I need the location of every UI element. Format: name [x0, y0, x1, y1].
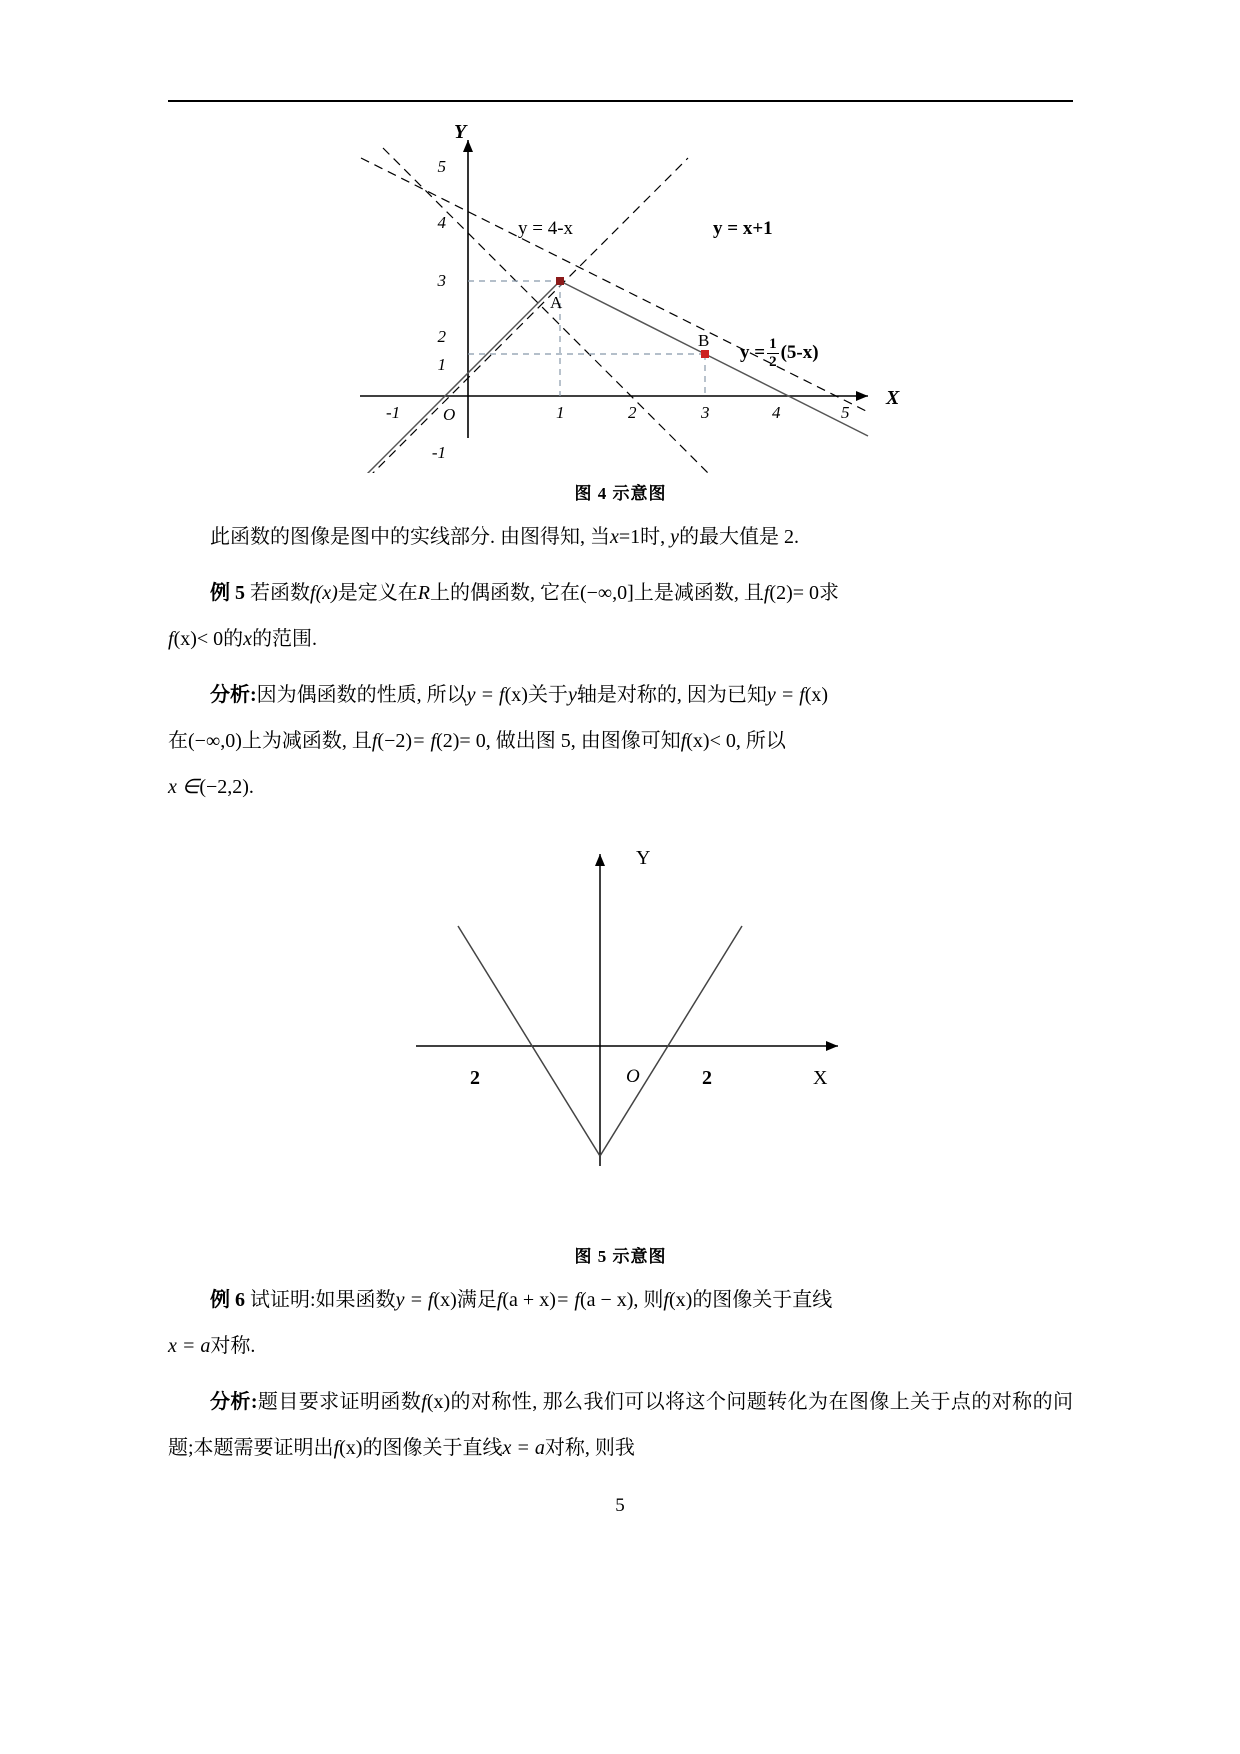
math-arg: (2): [769, 582, 793, 604]
math-x: x: [243, 628, 253, 650]
math-x: x: [610, 526, 619, 548]
math-interval-open: (−∞,0): [188, 730, 242, 752]
math-f: f: [168, 628, 174, 650]
paragraph-example-5: [168, 570, 1073, 662]
figure-4-label-line3-suffix: (5-x): [780, 342, 819, 363]
text-segment: , 则: [633, 1289, 664, 1311]
math-arg-plus: (a + x): [502, 1289, 556, 1311]
text-segment: 上是减函数, 且: [633, 582, 764, 604]
svg-text:2: 2: [470, 1067, 480, 1089]
figure-5-graph: [168, 836, 1073, 1236]
text-segment: 轴是对称的, 因为已知: [576, 684, 767, 706]
math-x-equals-a: x = a: [502, 1437, 545, 1459]
figure-4-label-line1: y = 4-x: [518, 218, 574, 239]
math-R: R: [417, 582, 430, 604]
example-6-label: 例 6: [210, 1289, 245, 1311]
math-arg-minus: (a − x): [579, 1289, 634, 1311]
figure-4-caption: 图 4 示意图: [574, 484, 667, 503]
figure-4-graph: [168, 118, 1073, 473]
text-segment: 时,: [640, 526, 666, 548]
math-f: f: [421, 1391, 427, 1413]
math-x-in: x ∈: [168, 776, 200, 798]
fraction-denominator: 2: [769, 353, 777, 370]
text-segment: , 做出图 5, 由图像可知: [485, 730, 681, 752]
svg-text:3: 3: [701, 403, 710, 422]
paragraph-analysis-5: [168, 672, 1073, 810]
math-f: f: [680, 730, 687, 752]
svg-text:-1: -1: [386, 403, 401, 422]
math-y-equals-f: y = f: [766, 684, 805, 706]
math-arg: (x): [804, 684, 829, 706]
math-arg: (x): [433, 1289, 457, 1311]
text-segment: 求: [819, 582, 840, 604]
math-eq-zero: = 0: [792, 582, 820, 604]
text-segment: 的图像关于直线: [692, 1289, 833, 1311]
svg-text:O: O: [626, 1066, 640, 1087]
fraction-numerator: 1: [769, 336, 777, 352]
example-5-label: 例 5: [210, 582, 245, 604]
svg-text:5: 5: [841, 403, 850, 422]
page-number: 5: [615, 1495, 625, 1516]
text-segment: 在: [168, 730, 188, 752]
text-segment: 的最大值是 2.: [679, 526, 800, 548]
math-f: f: [496, 1289, 503, 1311]
math-arg: (−2): [377, 730, 413, 752]
svg-text:Y: Y: [636, 847, 651, 869]
math-lt-zero: < 0: [196, 628, 224, 650]
svg-text:3: 3: [437, 271, 446, 290]
figure-4: [168, 118, 1073, 473]
figure-5: [168, 836, 1073, 1236]
svg-text:Y: Y: [454, 121, 467, 143]
text-segment: 因为偶函数的性质, 所以: [256, 684, 467, 706]
math-eq-zero: = 0: [459, 730, 486, 752]
math-equals-f: = f: [555, 1289, 580, 1311]
text-segment: 上的偶函数, 它在: [429, 582, 580, 604]
text-segment: .: [248, 776, 254, 798]
math-eq: =: [618, 526, 631, 548]
math-equals-f: = f: [412, 730, 437, 752]
text-segment: 此函数的图像是图中的实线部分. 由图得知, 当: [210, 526, 610, 548]
text-segment: 的: [223, 628, 244, 650]
paragraph-conclusion: [168, 514, 1073, 560]
header-rule: [168, 100, 1073, 102]
math-f: f: [763, 582, 770, 604]
text-segment: 试证明:如果函数: [250, 1289, 396, 1311]
svg-text:1: 1: [556, 403, 565, 422]
math-lt-zero: < 0: [709, 730, 736, 752]
svg-text:1: 1: [437, 355, 446, 374]
figure-5-caption: 图 5 示意图: [574, 1247, 667, 1266]
svg-text:B: B: [698, 331, 710, 350]
math-arg: (x): [686, 730, 710, 752]
text-segment: 的范围.: [252, 628, 318, 650]
text-segment: 若函数: [250, 582, 310, 604]
math-interval-result: (−2,2): [199, 776, 249, 798]
text-segment: , 所以: [735, 730, 786, 752]
math-arg: (2): [436, 730, 460, 752]
svg-text:A: A: [550, 293, 563, 312]
math-interval: (−∞,0]: [579, 582, 634, 604]
text-segment: 的图像关于直线: [362, 1437, 503, 1459]
math-y-equals-f: y = f: [395, 1289, 434, 1311]
svg-text:2: 2: [702, 1067, 712, 1089]
math-y: y: [567, 684, 577, 706]
math-f: f: [310, 582, 316, 604]
figure-4-label-line2: y = x+1: [713, 218, 773, 239]
svg-text:4: 4: [437, 213, 446, 232]
math-f: f: [663, 1289, 669, 1311]
svg-text:O: O: [443, 405, 456, 424]
figure-4-label-line3: [740, 336, 819, 370]
math-arg: (x): [339, 1437, 363, 1459]
math-arg: (x): [504, 684, 528, 706]
paragraph-example-6: [168, 1277, 1073, 1369]
text-segment: 的对称性, 那么我们可以将这个问题转化为在图像上关于点的对称的问题;本题需要证明出: [168, 1391, 1074, 1459]
math-f: f: [333, 1437, 340, 1459]
math-arg: (x): [315, 582, 338, 604]
page-content: [168, 118, 1073, 1471]
text-segment: 对称.: [210, 1335, 256, 1357]
math-y-equals-f: y = f: [466, 684, 505, 706]
text-segment: 对称, 则我: [544, 1437, 635, 1459]
text-segment: 关于: [527, 684, 568, 706]
math-arg: (x): [173, 628, 197, 650]
math-x-equals-a: x = a: [168, 1335, 211, 1357]
text-segment: 是定义在: [337, 582, 418, 604]
analysis-5-label: 分析:: [210, 684, 257, 706]
paragraph-analysis-6: [168, 1379, 1073, 1471]
math-arg: (x): [668, 1289, 693, 1311]
text-segment: 题目要求证明函数: [257, 1391, 422, 1413]
math-y: y: [670, 526, 680, 548]
svg-text:X: X: [813, 1067, 828, 1089]
svg-text:-1: -1: [431, 443, 446, 462]
svg-text:X: X: [886, 387, 900, 409]
math-one: 1: [630, 526, 641, 548]
math-f: f: [371, 730, 378, 752]
math-arg: (x): [426, 1391, 451, 1413]
analysis-6-label: 分析:: [210, 1391, 258, 1413]
svg-text:4: 4: [772, 403, 781, 422]
svg-text:2: 2: [437, 327, 446, 346]
figure-4-label-line3-fraction: [767, 336, 779, 370]
svg-text:5: 5: [437, 157, 446, 176]
figure-4-label-line3-prefix: y =: [740, 342, 766, 363]
text-segment: 上为减函数, 且: [241, 730, 372, 752]
text-segment: 满足: [456, 1289, 497, 1311]
svg-text:2: 2: [628, 403, 637, 422]
